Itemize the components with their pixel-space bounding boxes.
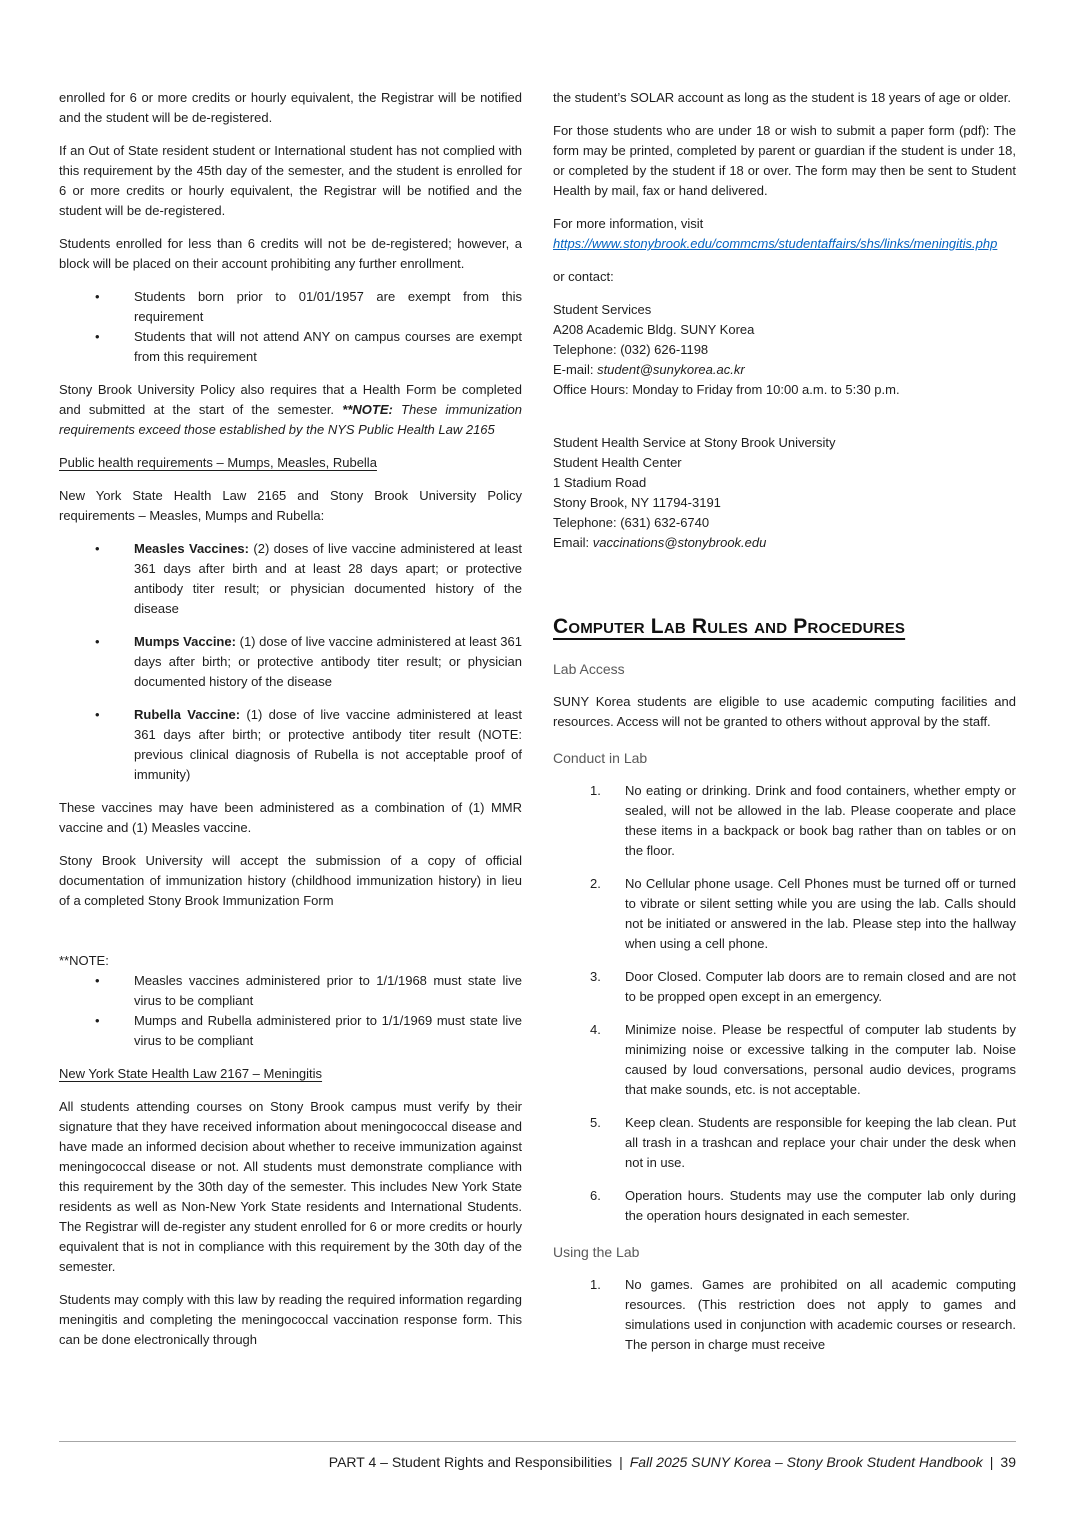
section-heading-computer-lab: Computer Lab Rules and Procedures (553, 615, 906, 638)
email-address[interactable]: student@sunykorea.ac.kr (597, 362, 745, 377)
paragraph-meningitis-compliance: Students may comply with this law by reading the required information regarding meningitis and completing the meningococcal vaccination response form. This can be done electronically through (59, 1292, 522, 1347)
list-item: • Students born prior to 01/01/1957 are exempt from this requirement (59, 287, 522, 327)
footer-part-label: PART 4 – Student Rights and Responsibilities (328, 1454, 613, 1470)
paragraph-mmr-combination: These vaccines may have been administered as a combination of (1) MMR vaccine and (1) Measles vaccine. (59, 800, 522, 835)
paragraph-health-form (59, 380, 522, 440)
list-item-door-closed: Door Closed. Computer lab doors are to remain closed and are not to be propped open except in an emergency. (625, 969, 1016, 1004)
email-label: Email: (553, 535, 593, 550)
paragraph-less-than-6-credits: Students enrolled for less than 6 credits will not be de-registered; however, a block will be placed on their account prohibiting any further enrollment. (59, 236, 522, 271)
contact-email-line (553, 533, 1016, 553)
note-heading: **NOTE: (59, 953, 109, 968)
page-footer (59, 1441, 1016, 1472)
email-address[interactable]: vaccinations@stonybrook.edu (592, 535, 767, 550)
contact-telephone: Telephone: (032) 626-1198 (553, 342, 709, 357)
paragraph-more-info (553, 214, 1016, 254)
contact-building: Student Health Center (553, 455, 682, 470)
paragraph-solar-account: the student’s SOLAR account as long as the student is 18 years of age or older. (553, 90, 1011, 105)
list-item-mumps (59, 632, 522, 692)
bullet-text: (1) dose of live vaccine administered at least 361 days after birth; or protective antibody titer result; or physician documented history of the disease (134, 634, 522, 689)
meningitis-info-link[interactable]: https://www.stonybrook.edu/commcms/studentaffairs/shs/links/meningitis.php (553, 236, 998, 251)
bullet-text: (2) doses of live vaccine administered at least 361 days after birth and at least 28 days apart; or protective antibody titer result; or physician documented history of the disease (134, 541, 522, 616)
paragraph-paper-form: For those students who are under 18 or wish to submit a paper form (pdf): The form may be printed, completed by parent or guardian if the student is under 18, or completed by the student if 18 or over. The form may then be sent to Student Health by mail, fax or hand delivered. (553, 123, 1016, 198)
contact-address: A208 Academic Bldg. SUNY Korea (553, 322, 755, 337)
email-label: E-mail: (553, 362, 598, 377)
list-item-keep-clean: Keep clean. Students are responsible for keeping the lab clean. Put all trash in a trashcan and replace your chair under the desk when not in use. (625, 1115, 1016, 1170)
text-run: Stony Brook University Policy also requires that a Health Form be completed and submitted at the start of the semester. (59, 382, 522, 417)
paragraph-documentation: Stony Brook University will accept the submission of a copy of official documentation of immunization history (childhood immunization history) in lieu of a completed Stony Brook Immunization Form (59, 853, 522, 908)
list-item-no-phones: No Cellular phone usage. Cell Phones must be turned off or turned to vibrate or silent setting while you are using the lab. Calls should not be initiated or answered in the lab. Please step into the hallway when using a cell phone. (625, 876, 1016, 951)
paragraph-meningitis-verification: All students attending courses on Stony Brook campus must verify by their signature that they have received information about meningococcal disease and have made an informed decision about whether to receive immunization against meningococcal disease or not. All students must demonstrate compliance with this requirement by the 30th day of the semester. This includes New York State residents as well as Non-New York State residents and International Students. The Registrar will de-register any student enrolled for 6 or more credits or hourly equivalent that is not in compliance with this requirement by the 30th day of the semester. (59, 1099, 522, 1274)
contact-telephone: Telephone: (631) 632-6740 (553, 515, 710, 530)
list-item: • Mumps and Rubella administered prior to 1/1/1969 must state live virus to be compliant (59, 1011, 522, 1051)
list-item-no-eating: No eating or drinking. Drink and food containers, whether empty or sealed, will not be allowed in the lab. Please cooperate and place these items in a backpack or book bag rather than on tables or on the floor. (625, 783, 1016, 858)
contact-city: Stony Brook, NY 11794-3191 (553, 495, 721, 510)
contact-name: Student Services (553, 302, 652, 317)
contact-block-stonybrook (553, 433, 1016, 553)
vaccine-bullet-list (59, 539, 522, 785)
bullet-text: (1) dose of live vaccine administered at least 361 days after birth; or protective antibody titer result (NOTE: previous clinical diagnosis of Rubella is not acceptable proof of immunity) (134, 707, 522, 782)
contact-street: 1 Stadium Road (553, 475, 647, 490)
heading-public-health-requirements: Public health requirements – Mumps, Measles, Rubella (59, 455, 377, 470)
note-label: **NOTE: (342, 402, 393, 417)
bullet-lead: Mumps Vaccine: (134, 634, 236, 649)
list-item: • Measles vaccines administered prior to 1/1/1968 must state live virus to be compliant (59, 971, 522, 1011)
contact-email-line (553, 360, 1016, 380)
contact-block-sunykorea (553, 300, 1016, 400)
list-item: • Students that will not attend ANY on campus courses are exempt from this requirement (59, 327, 522, 367)
using-lab-numbered-list (553, 1275, 1016, 1355)
list-item-minimize-noise: Minimize noise. Please be respectful of computer lab students by minimizing noise or excessive talking in the computer lab. Noise caused by loud conversations, personal audio devices, programs that make sounds, etc. is not acceptable. (625, 1022, 1016, 1097)
note-text: These immunization requirements exceed those established by the NYS Public Health Law 2165 (59, 402, 522, 437)
bullet-lead: Measles Vaccines: (134, 541, 249, 556)
subheading-conduct-in-lab: Conduct in Lab (553, 750, 648, 766)
footer-page-number: 39 (1000, 1454, 1016, 1470)
left-column (59, 88, 522, 1368)
list-item-operation-hours: Operation hours. Students may use the computer lab only during the operation hours designated in each semester. (625, 1188, 1016, 1223)
list-item-no-games: No games. Games are prohibited on all academic computing resources. (This restriction does not apply to games and simulations used in conjunction with academic courses or research. The person in charge must receive (625, 1277, 1016, 1352)
paragraph-or-contact: or contact: (553, 269, 614, 284)
subheading-lab-access: Lab Access (553, 661, 625, 677)
right-column (553, 88, 1016, 1368)
subheading-using-the-lab: Using the Lab (553, 1244, 640, 1260)
contact-office-hours: Office Hours: Monday to Friday from 10:00 a.m. to 5:30 p.m. (553, 382, 900, 397)
two-column-layout (59, 88, 1016, 1368)
paragraph-out-of-state: If an Out of State resident student or International student has not complied with this requirement by the 45th day of the semester, and the student is enrolled for 6 or more credits or hourly equivalent, the Registrar will be notified and the student will be de-registered. (59, 143, 522, 218)
footer-separator: | (619, 1454, 623, 1470)
more-info-text: For more information, visit (553, 216, 704, 231)
heading-meningitis-law: New York State Health Law 2167 – Meningitis (59, 1066, 323, 1081)
note-bullet-list (59, 971, 522, 1051)
bullet-lead: Rubella Vaccine: (134, 707, 241, 722)
paragraph-lab-access: SUNY Korea students are eligible to use academic computing facilities and resources. Access will not be granted to others without approval by the staff. (553, 694, 1016, 729)
exemption-bullet-list (59, 287, 522, 367)
conduct-numbered-list (553, 781, 1016, 1226)
contact-name: Student Health Service at Stony Brook University (553, 435, 836, 450)
footer-handbook-title: Fall 2025 SUNY Korea – Stony Brook Student Handbook (629, 1454, 983, 1470)
list-item-rubella (59, 705, 522, 785)
list-item-measles (59, 539, 522, 619)
paragraph-law-2165: New York State Health Law 2165 and Stony Brook University Policy requirements – Measles, Mumps and Rubella: (59, 488, 522, 523)
paragraph-deregister-continuation: enrolled for 6 or more credits or hourly equivalent, the Registrar will be notified and the student will be de-registered. (59, 90, 522, 125)
footer-separator: | (989, 1454, 994, 1470)
